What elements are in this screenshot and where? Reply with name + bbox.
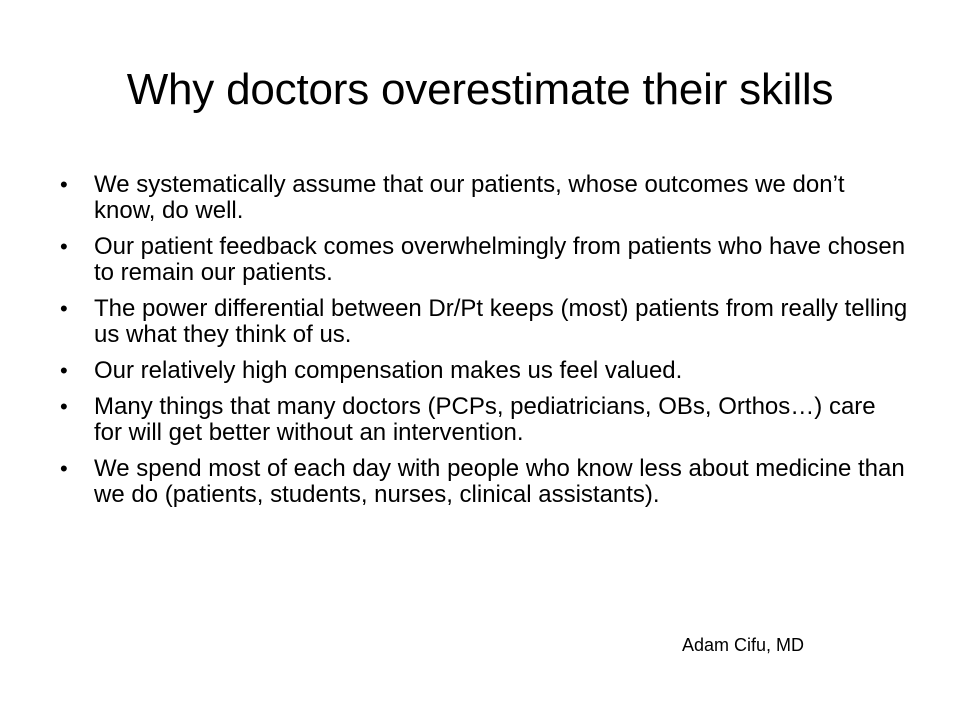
bullet-dot-icon: • xyxy=(60,358,68,383)
bullet-dot-icon: • xyxy=(60,296,68,321)
slide-title: Why doctors overestimate their skills xyxy=(126,65,834,114)
bullet-item xyxy=(58,394,908,446)
bullet-text: Our relatively high compensation makes us feel valued. xyxy=(94,357,683,384)
bullet-item xyxy=(58,296,908,348)
bullet-text: Our patient feedback comes overwhelmingly from patients who have chosen to remain our patients. xyxy=(94,233,906,286)
attribution: Adam Cifu, MD xyxy=(682,635,805,655)
bullet-dot-icon: • xyxy=(60,394,68,419)
bullet-item xyxy=(58,172,908,224)
bullet-item xyxy=(58,234,908,286)
bullet-text: We spend most of each day with people who know less about medicine than we do (patients, students, nurses, clinical assistants). xyxy=(94,455,905,508)
bullet-item xyxy=(58,456,908,508)
bullet-text: Many things that many doctors (PCPs, pediatricians, OBs, Orthos…) care for will get better without an intervention. xyxy=(94,393,876,446)
bullet-list xyxy=(58,172,908,518)
bullet-dot-icon: • xyxy=(60,172,68,197)
bullet-text: We systematically assume that our patients, whose outcomes we don’t know, do well. xyxy=(94,171,845,224)
bullet-text: The power differential between Dr/Pt keeps (most) patients from really telling us what they think of us. xyxy=(94,295,908,348)
bullet-dot-icon: • xyxy=(60,234,68,259)
bullet-dot-icon: • xyxy=(60,456,68,481)
bullet-item xyxy=(58,358,908,384)
